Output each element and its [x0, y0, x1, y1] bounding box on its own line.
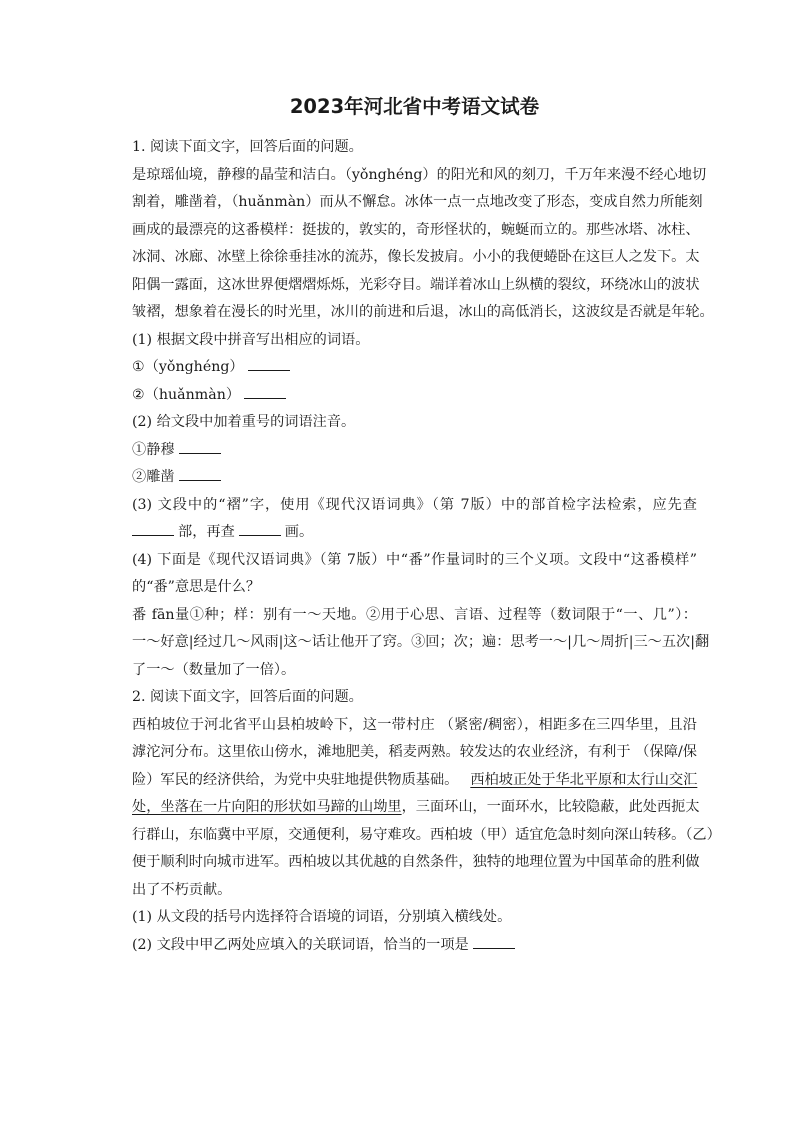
q1-sub2-b	[132, 464, 697, 492]
answer-blank[interactable]	[473, 934, 515, 949]
passage-line: 阳偶一露面，这冰世界便熠熠烁烁，光彩夺目。端详着冰山上纵横的裂纹，环绕冰山的波状	[132, 276, 700, 293]
q1-sub2: (2) 给文段中加着重号的词语注音。	[132, 414, 356, 430]
passage-line: 行群山，东临冀中平原，交通便利，易守难攻。西柏坡（甲）适宜危急时刻向深山转移。（乙）	[132, 826, 721, 843]
sub-item-label: ②（huǎnmàn）	[132, 386, 241, 403]
q1-sub2-a	[132, 437, 697, 465]
passage-line: 割着，雕凿着，（huǎnmàn）而从不懈怠。冰体一点一点地改变了形态，变成自然力所能刻	[132, 194, 703, 210]
underlined-sentence: 西柏坡正处于华北平原和太行山交汇	[470, 771, 698, 788]
passage-line: 出了不朽贡献。	[132, 881, 232, 898]
definition-line: 一～好意|经过几～风雨|这～话让他开了窍。③回；次；遍：思考一～|几～周折|三～五次|翻	[132, 634, 710, 650]
q1-sub1: (1) 根据文段中拼音写出相应的词语。	[132, 331, 370, 348]
passage-text: 险）军民的经济供给，为党中央驻地提供物质基础。	[132, 771, 459, 788]
passage-line: 画成的最漂亮的这番模样：挺拔的，敦实的，奇形怪状的，蜿蜒而立的。那些冰塔、冰柱、	[132, 221, 700, 238]
passage-line: 便于顺利时向城市进军。西柏坡以其优越的自然条件，独特的地理位置为中国革命的胜利做	[132, 854, 700, 870]
answer-blank[interactable]	[244, 384, 286, 399]
answer-blank[interactable]	[179, 439, 221, 454]
q1-sub4-line1: (4) 下面是《现代汉语词典》（第 7版）中“番”作量词时的三个义项。文段中“这番模样”	[132, 551, 697, 568]
q1-sub1-a	[132, 354, 697, 382]
sub-item-label: ①（yǒnghéng）	[132, 359, 244, 375]
q1-passage	[132, 162, 714, 327]
q1-sub3-line1: (3) 文段中的“褶”字，使用《现代汉语词典》（第 7版）中的部首检字法检索，应先查	[132, 496, 697, 513]
passage-line	[132, 794, 700, 822]
document-body	[132, 92, 721, 959]
sub-item-label: (2) 文段中甲乙两处应填入的关联词语，恰当的一项是	[132, 936, 469, 953]
definition-line: 番 fān量①种；样：别有一～天地。②用于心思、言语、过程等（数词限于“一、几”）：	[132, 606, 697, 623]
passage-text: ，三面环山，一面环水，比较隐蔽，此处西扼太	[401, 799, 700, 815]
q2-sub1: (1) 从文段的括号内选择符合语境的词语，分别填入横线处。	[132, 909, 512, 925]
passage-line: 是琼瑶仙境，静穆的晶莹和洁白。（yǒnghéng）的阳光和风的刻刀，千万年来漫不经心地切	[132, 166, 707, 183]
passage-line	[132, 767, 697, 795]
page-title: 2023年河北省中考语文试卷	[289, 95, 540, 118]
q2-sub2	[132, 932, 697, 960]
passage-line: 滹沱河分布。这里依山傍水，滩地肥美，稻麦两熟。较发达的农业经济，有利于 （保障/保	[132, 744, 697, 760]
q2-header: 2. 阅读下面文字，回答后面的问题。	[132, 689, 363, 705]
q1-header: 1. 阅读下面文字，回答后面的问题。	[132, 139, 363, 155]
sub3-text: 部，再查	[178, 524, 235, 540]
underlined-sentence: 处，坐落在一片向阳的形状如马蹄的山坳里	[132, 799, 402, 815]
passage-line: 皱褶，想象着在漫长的时光里，冰川的前进和后退，冰山的高低消长，这波纹是否就是年轮。	[132, 304, 714, 320]
definition-line: 了一～（数量加了一倍）。	[132, 661, 296, 678]
answer-blank[interactable]	[239, 521, 281, 536]
passage-line: 西柏坡位于河北省平山县柏坡岭下，这一带村庄 （紧密/稠密），相距多在三四华里，且沿	[132, 716, 697, 733]
answer-blank[interactable]	[132, 521, 174, 536]
passage-line: 冰洞、冰廊、冰壁上徐徐垂挂冰的流苏，像长发披肩。小小的我便蜷卧在这巨人之发下。太	[132, 249, 700, 265]
q1-sub1-b	[132, 382, 697, 410]
answer-blank[interactable]	[248, 356, 290, 371]
sub-item-label: ②雕凿	[132, 469, 175, 485]
answer-blank[interactable]	[179, 466, 221, 481]
q1-sub3-line2	[132, 519, 697, 547]
q1-sub4-line2: 的“番”意思是什么？	[132, 579, 261, 595]
sub-item-label: ①静穆	[132, 441, 175, 458]
sub3-text: 画。	[284, 524, 314, 540]
